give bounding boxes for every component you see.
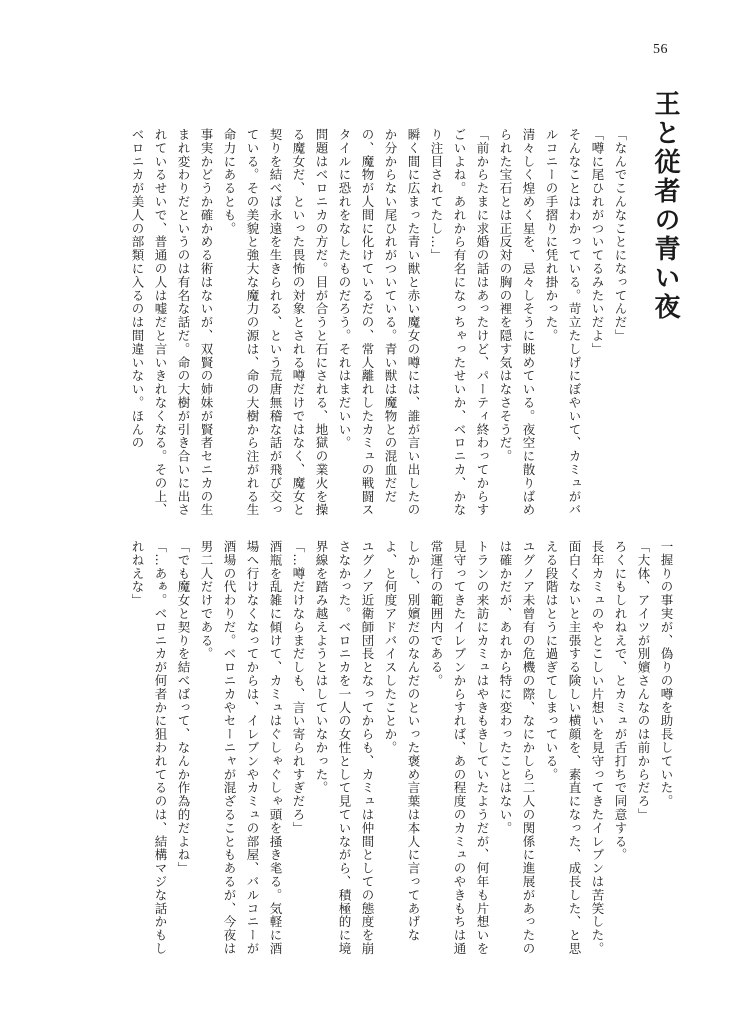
- paragraph: しかし、別嬪だのなんだのといった褒め言葉は本人に言ってあげなよ、と何度アドバイスしたことか。: [383, 540, 421, 942]
- paragraph: ろくにもしれねえで、とカミュが舌打ちで同意する。: [613, 540, 628, 862]
- page-number: 56: [653, 42, 668, 57]
- paragraph: 「でも魔女と契りを結べばって、なんか作為的だよね」: [176, 540, 191, 875]
- paragraph: 酒瓶を乱雑に傾けて、カミュはぐしゃぐしゃ頭を掻き毟る。気軽に酒場へ行けなくなってからは、イレブンやカミュの部屋、バルコニーが酒場の代わりだ。ベロニカやセーニャが混ざることもあるが、今夜は男二人だけである。: [199, 540, 283, 956]
- paragraph: 長年カミュのやとこしい片想いを見守ってきたイレブンは苦笑した。面白くないと主張する険しい横顔を、素直になった、成長した、と思える段階はとうに過ぎてしまっている。: [544, 540, 605, 956]
- paragraph: 一握りの事実が、偽りの噂を助長していた。: [659, 540, 674, 808]
- top-text-block: [112, 128, 632, 520]
- paragraph: 「…あぁ。ベロニカが何者かに狙われてるのは、結構マジな話かもしれねえな」: [130, 540, 168, 956]
- paragraph: 「噂に尾ひれがついてるみたいだよ」: [590, 128, 605, 356]
- paragraph: 事実かどうか確かめる術はないが、双賢の姉妹が賢者セニカの生まれ変わりだというのは有名な話だ。命の大樹が引き合いに出されているせいで、普通の人は嘘だと言いきれなくなる。その上、ベロニカが美人の部類に入るのは間違いない。ほんの: [130, 128, 214, 517]
- bottom-text-block: [112, 540, 678, 965]
- paragraph: 「前からたまに求婚の話はあったけど、パーティ終わってからすごいよね。あれから有名になっちゃったせいか、ベロニカ、かなり注目されてたし…」: [429, 128, 490, 517]
- paragraph: 「なんでこんなことになってんだ」: [613, 128, 628, 343]
- paragraph: ユグノア未曾有の危機の際、なにかしら二人の関係に進展があったのは確かだが、あれから特に変わったことはない。: [498, 540, 536, 956]
- paragraph: 「大体、アイツが別嬪さんなのは前からだろ」: [636, 540, 651, 822]
- paragraph: 清々しく煌めく星を、忌々しそうに眺めている。夜空に散りばめられた宝石とは正反対の胸の裡を隠す気はなさそうだ。: [498, 128, 536, 517]
- paragraph: 瞬く間に広まった青い獣と赤い魔女の噂には、誰が言い出したのか分からない尾ひれがついている。青い獣は魔物との混血だだの、魔物が人間に化けているだの、常人離れしたカミュの戦闘スタイルに恐れをなしたものだろう。それはまだいい。: [337, 128, 421, 517]
- paragraph: ユグノア近衛師団長となってからも、カミュは仲間としての態度を崩さなかった。ベロニカを一人の女性として見ていながら、積極的に境界線を踏み越えようとはしていなかった。: [314, 540, 375, 956]
- chapter-title: 王と従者の青い夜: [650, 90, 680, 322]
- paragraph: トランの来訪にカミュはやきもきしていたようだが、何年も片想いを見守ってきたイレブンからすれば、あの程度のカミュのやきもちは通常運行の範囲内である。: [429, 540, 490, 956]
- paragraph: そんなことはわかっている。苛立たしげにぼやいて、カミュがバルコニーの手摺りに凭れ掛かった。: [544, 128, 582, 517]
- paragraph: 「…噂だけならまだしも、言い寄られすぎだろ」: [291, 540, 306, 835]
- paragraph: 問題はベロニカの方だ。目が合うと石にされる、地獄の業火を操る魔女だ、といった畏怖の対象とされる噂だけではなく、魔女と契りを結べば永遠を生きられる、という荒唐無稽な話が飛び交っている。その美貌と強大な魔力の源は、命の大樹から注がれる生命力にあるとも。: [222, 128, 329, 517]
